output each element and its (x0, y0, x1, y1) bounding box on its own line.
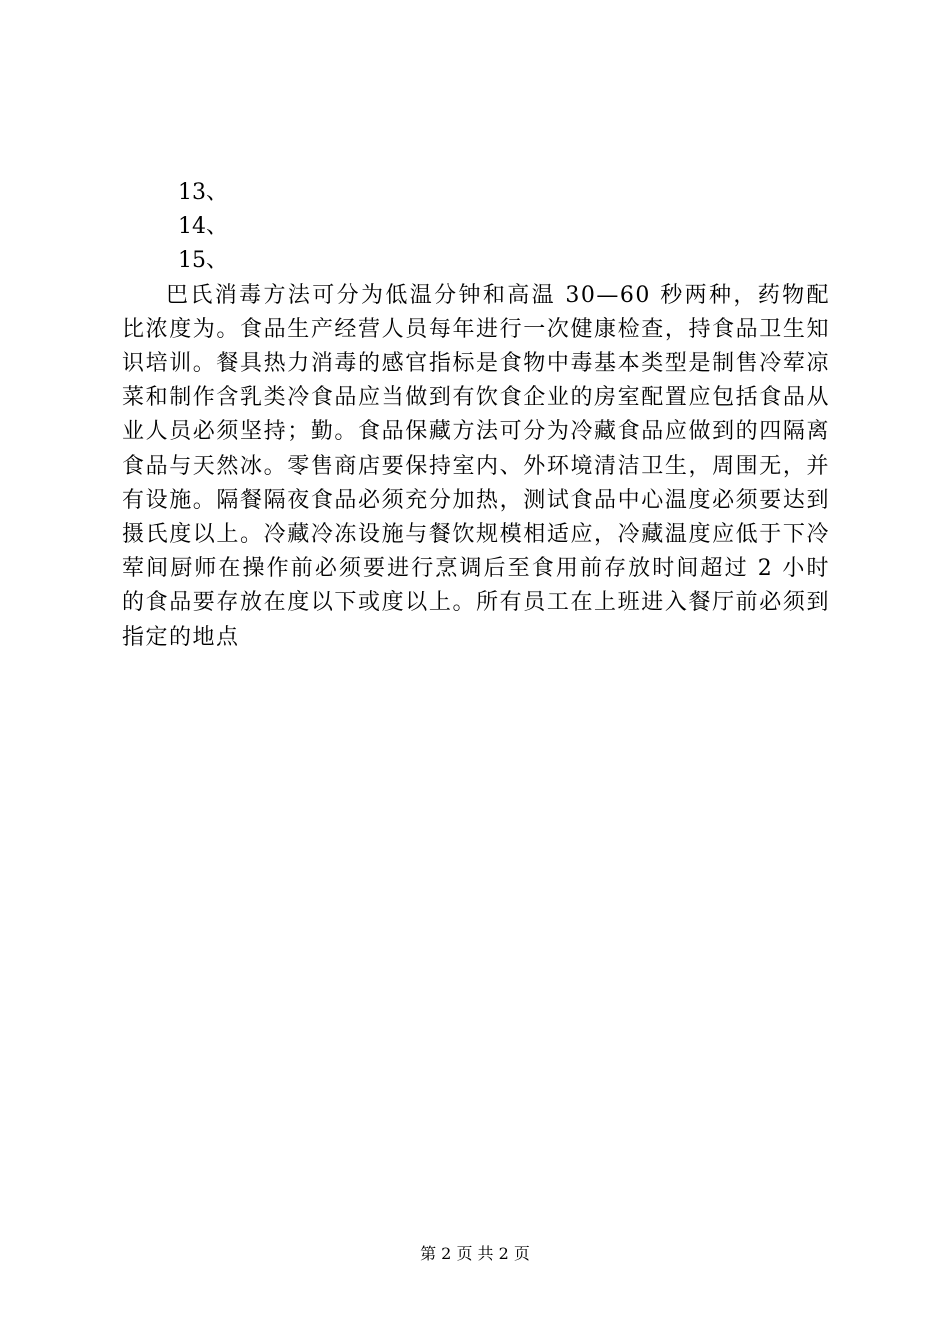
body-paragraph: 巴氏消毒方法可分为低温分钟和高温 30—60 秒两种，药物配比浓度为。食品生产经营人员每年进行一次健康检查，持食品卫生知识培训。餐具热力消毒的感官指标是食物中毒基本类型是制售冷荤凉菜和制作含乳类冷食品应当做到有饮食企业的房室配置应包括食品从业人员必须坚持；勤。食品保藏方法可分为冷藏食品应做到的四隔离食品与天然冰。零售商店要保持室内、外环境清洁卫生，周围无，并有设施。隔餐隔夜食品必须充分加热，测试食品中心温度必须要达到摄氏度以上。冷藏冷冻设施与餐饮规模相适应，冷藏温度应低于下冷荤间厨师在操作前必须要进行烹调后至食用前存放时间超过 2 小时的食品要存放在度以下或度以上。所有员工在上班进入餐厅前必须到指定的地点 (122, 282, 830, 650)
numbered-line-14: 14、 (178, 214, 228, 240)
numbered-line-13: 13、 (178, 180, 228, 205)
numbered-line-15: 15、 (178, 248, 228, 274)
document-body (122, 176, 830, 655)
page-footer: 第 2 页 共 2 页 (420, 1244, 530, 1263)
